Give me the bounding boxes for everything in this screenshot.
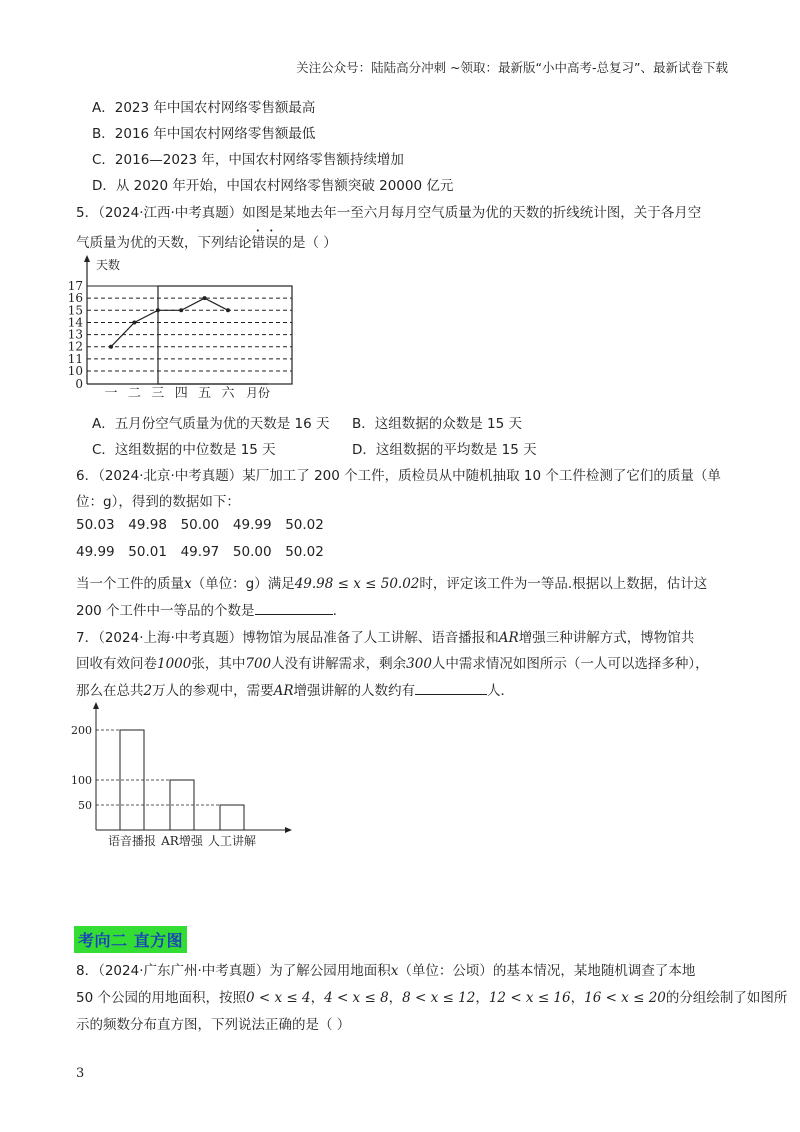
section-title: 考向二 直方图 xyxy=(74,926,187,953)
q7-number: 2 xyxy=(143,683,153,699)
q7-text: 万人的参观中，需要 xyxy=(152,683,274,699)
q6-stem-line2: 位：g），得到的数据如下： xyxy=(76,494,240,510)
q7-text: 人没有讲解需求，剩余 xyxy=(271,656,407,672)
q6-text: （单位：g）满足 xyxy=(191,576,295,592)
q7-chart-xticks xyxy=(108,833,256,848)
q5-chart-grid xyxy=(87,286,292,371)
q8-interval: 4 < x ≤ 8 xyxy=(324,990,389,1006)
q6-variable: x xyxy=(184,576,192,592)
q7-chart-ytick-label: 50 xyxy=(78,799,92,812)
q7-chart-ytick-label: 200 xyxy=(71,724,92,737)
q5-y-arrow-icon xyxy=(84,255,90,262)
q6-data-value: 50.02 xyxy=(285,544,324,560)
q7-text: 人中需求情况如图所示（一人可以选择多种）， xyxy=(431,656,709,672)
q5-stem-text: 气质量为优的天数，下列结论 xyxy=(76,235,252,251)
q5-chart-ytick-label: 15 xyxy=(67,303,83,318)
q5-stem-line2 xyxy=(76,227,337,251)
q7-stem-line3 xyxy=(76,679,514,699)
q8-stem-line2: 50 个公园的用地面积，按照0 < x ≤ 4，4 < x ≤ 8，8 < x ≤ 12，12 < x ≤ 16，16 < x ≤ 20的分组绘制了如图所 xyxy=(76,990,788,1006)
q6-data-value: 49.97 xyxy=(180,544,220,560)
q7-number: 700 xyxy=(245,656,272,672)
q8-text: 8．（2024·广东广州·中考真题）为了解公园用地面积 xyxy=(76,963,391,979)
q7-chart-ytick-label: 100 xyxy=(71,774,92,787)
q5-chart-ytick-label: 14 xyxy=(67,315,83,330)
q6-data-value: 50.02 xyxy=(285,517,324,533)
q7-chart-xtick-label: 人工讲解 xyxy=(207,834,257,848)
q5-chart-ytick-label: 11 xyxy=(67,351,83,366)
q7-text: 那么在总共 xyxy=(76,683,144,699)
q6-data-value: 49.98 xyxy=(128,517,167,533)
q5-chart-points xyxy=(109,296,230,349)
page-number: 3 xyxy=(76,1066,85,1081)
q5-emphasis-word: 错误 xyxy=(251,235,279,251)
q5-chart-ytick-label: 13 xyxy=(67,327,83,342)
q5-chart-ytick-label: 0 xyxy=(75,377,83,391)
q7-chart-xtick-label: AR增强 xyxy=(161,834,203,848)
q5-chart-ytick-label: 10 xyxy=(67,364,83,378)
q5-chart-series-line xyxy=(111,298,228,347)
q6-data-row-1 xyxy=(76,517,333,533)
q7-number: 300 xyxy=(406,656,432,672)
q5-line-chart xyxy=(67,254,280,404)
q7-text: 7．（2024·上海·中考真题）博物馆为展品准备了人工讲解、语音播报和 xyxy=(76,630,499,646)
q5-chart-xlabel: 月份 xyxy=(246,386,271,400)
q6-text: . xyxy=(332,603,337,619)
q8-interval: 0 < x ≤ 4 xyxy=(245,990,311,1006)
q6-answer-blank[interactable] xyxy=(255,600,333,615)
q5-chart-point xyxy=(179,308,183,312)
q5-chart-point xyxy=(226,308,230,312)
q5-option-a: A．五月份空气质量为优的天数是 16 天 xyxy=(92,416,330,432)
q6-text: 时，评定该工件为一等品.根据以上数据，估计这 xyxy=(419,576,708,592)
q6-data-value: 50.01 xyxy=(128,544,167,560)
q7-ar: AR xyxy=(273,683,294,699)
q4-option-a: A．2023 年中国农村网络零售额最高 xyxy=(92,100,316,116)
q8-interval: 8 < x ≤ 12 xyxy=(402,990,476,1006)
q7-ar: AR xyxy=(498,630,519,646)
q5-chart-xtick-label: 六 xyxy=(221,386,235,401)
q8-text: 的分组绘制了如图所 xyxy=(665,990,788,1006)
q7-text: 人． xyxy=(487,683,515,699)
q6-data-value: 50.00 xyxy=(180,517,220,533)
q7-answer-blank[interactable] xyxy=(415,680,487,695)
q5-chart-yticks xyxy=(68,279,84,391)
q6-data-value: 50.00 xyxy=(232,544,272,560)
q6-data-value: 49.99 xyxy=(232,517,272,533)
q8-text: （单位：公顷）的基本情况，某地随机调查了本地 xyxy=(398,963,696,979)
q6-text: 200 个工件中一等品的个数是 xyxy=(76,603,255,619)
q7-stem-line2 xyxy=(76,652,709,672)
q6-stem-line3 xyxy=(76,572,707,592)
q8-interval: 16 < x ≤ 20 xyxy=(584,990,666,1006)
q5-chart-ytick-label: 12 xyxy=(67,339,83,354)
q8-stem-line3: 示的频数分布直方图，下列说法正确的是（ ） xyxy=(76,1017,351,1033)
q8-interval: 12 < x ≤ 16 xyxy=(488,990,571,1006)
page-header: 关注公众号：陆陆高分冲刺 ~领取：最新版“小中高考-总复习”、最新试卷下载 xyxy=(296,60,728,75)
q5-chart-point xyxy=(156,308,160,312)
q5-chart-xtick-label: 三 xyxy=(151,386,165,401)
q7-text: 增强讲解的人数约有 xyxy=(293,683,416,699)
q5-stem-line1: 5．（2024·江西·中考真题）如图是某地去年一至六月每月空气质量为优的天数的折线统计图，关于各月空 xyxy=(76,205,702,221)
q7-text: 增强三种讲解方式，博物馆共 xyxy=(518,630,695,646)
q8-variable: x xyxy=(390,963,399,979)
q7-chart-yticks xyxy=(71,724,92,812)
q8-text: 50 个公园的用地面积，按照 xyxy=(76,990,246,1006)
q7-y-arrow-icon xyxy=(93,702,99,709)
q5-chart-point xyxy=(132,320,136,324)
q7-text: 张，其中 xyxy=(191,656,246,672)
q6-text: 当一个工件的质量 xyxy=(76,576,184,592)
q5-chart-xtick-label: 四 xyxy=(174,386,188,401)
q5-option-b: B．这组数据的众数是 15 天 xyxy=(352,416,523,432)
q7-x-arrow-icon xyxy=(285,827,292,833)
q7-bar-chart xyxy=(68,700,298,856)
q4-option-c: C．2016—2023 年，中国农村网络零售额持续增加 xyxy=(92,152,404,168)
q5-stem-end: 的是（ ） xyxy=(278,235,337,251)
q5-chart-point xyxy=(203,296,207,300)
q7-text: 回收有效问卷 xyxy=(76,656,157,672)
q5-chart-xtick-label: 二 xyxy=(127,386,141,401)
q5-option-d: D．这组数据的平均数是 15 天 xyxy=(352,442,537,458)
q4-option-b: B．2016 年中国农村网络零售额最低 xyxy=(92,126,316,142)
q7-chart-xtick-label: 语音播报 xyxy=(107,834,157,848)
q5-option-c: C．这组数据的中位数是 15 天 xyxy=(92,442,276,458)
q5-chart-ytick-label: 16 xyxy=(67,291,83,306)
q5-chart-xticks xyxy=(104,386,235,401)
q7-number: 1000 xyxy=(157,656,192,672)
q5-chart-ytick-label: 17 xyxy=(67,279,83,294)
q6-stem-line4 xyxy=(76,599,337,619)
q6-data-value: 50.03 xyxy=(76,517,115,533)
q7-stem-line1 xyxy=(76,626,694,646)
q5-chart-xtick-label: 五 xyxy=(198,386,212,401)
q7-chart-bar xyxy=(220,805,244,830)
q6-inequality: 49.98 ≤ x ≤ 50.02 xyxy=(294,576,420,592)
q5-chart-point xyxy=(109,345,113,349)
q4-option-d: D．从 2020 年开始，中国农村网络零售额突破 20000 亿元 xyxy=(92,178,454,194)
q6-stem-line1: 6．（2024·北京·中考真题）某厂加工了 200 个工件，质检员从中随机抽取 10 个工件检测了它们的质量（单 xyxy=(76,468,721,484)
q6-data-value: 49.99 xyxy=(76,544,115,560)
q5-chart-xtick-label: 一 xyxy=(104,386,118,401)
q5-chart-ylabel: 天数 xyxy=(96,258,121,272)
q8-stem-line1 xyxy=(76,959,695,979)
q6-data-row-2 xyxy=(76,544,333,560)
